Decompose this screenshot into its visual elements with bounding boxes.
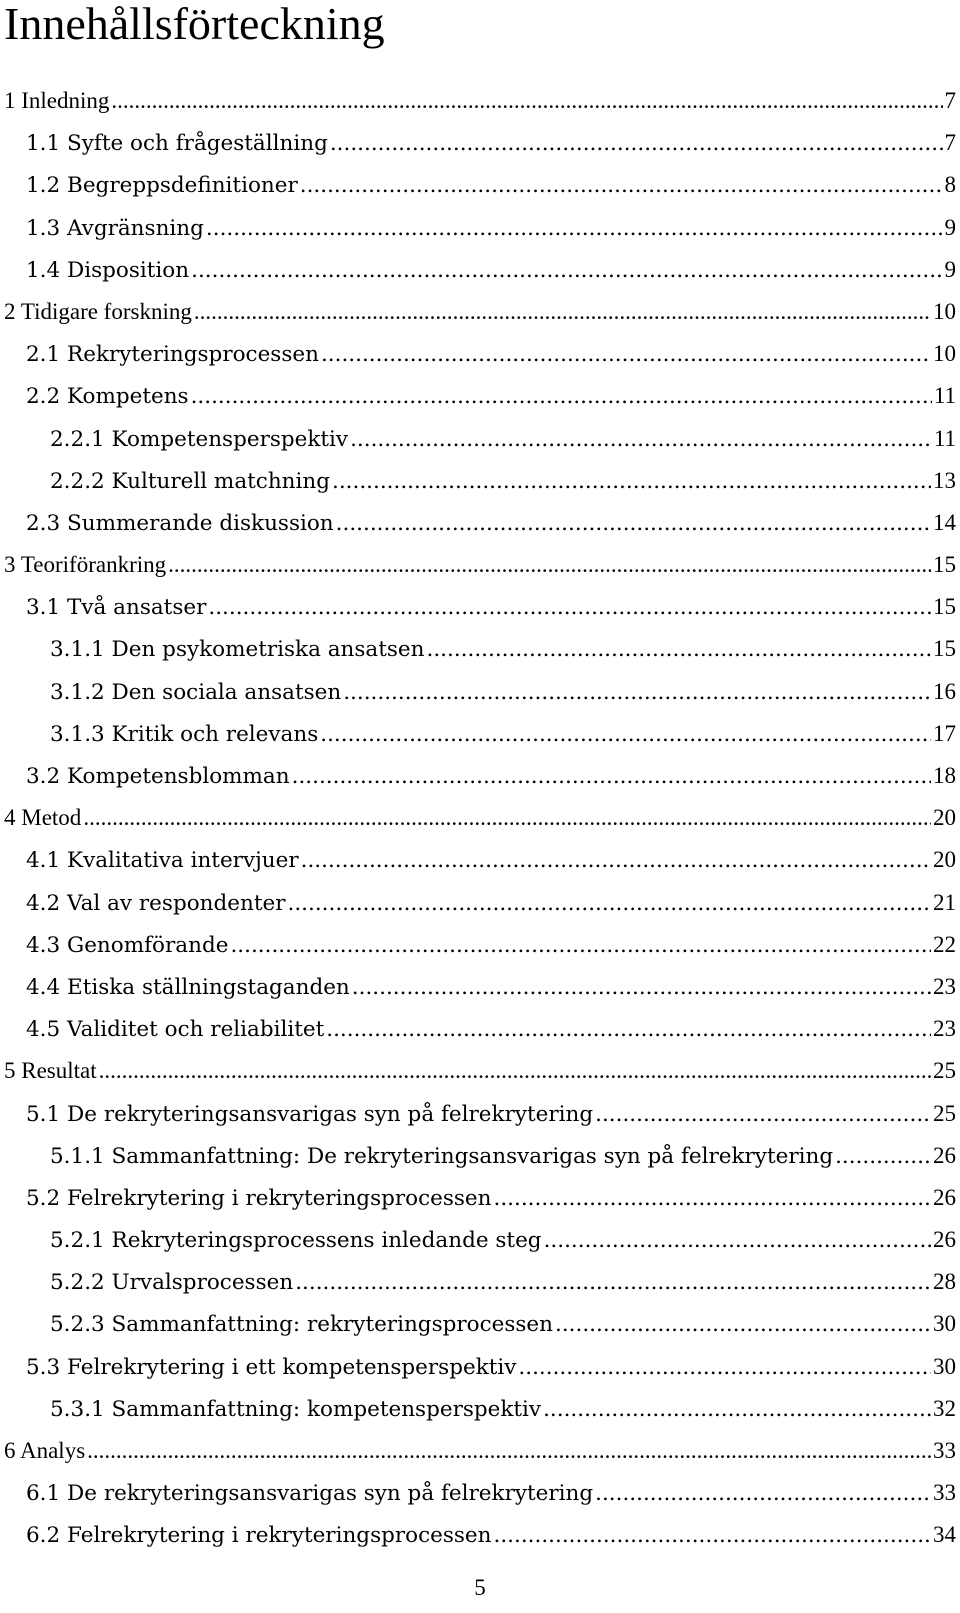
toc-entry-title: 6.2 Felrekrytering i rekryteringsprocessen — [26, 1523, 492, 1549]
toc-dot-leader — [543, 1389, 931, 1431]
toc-entry[interactable] — [0, 207, 960, 249]
toc-entry-title: 1 Inledning — [4, 88, 110, 113]
toc-entry-title: 6.1 De rekryteringsansvarigas syn på felrekrytering — [26, 1481, 594, 1507]
toc-dot-leader — [206, 208, 943, 250]
toc-entry[interactable] — [0, 839, 960, 881]
toc-entry-page-number: 9 — [944, 214, 956, 240]
table-of-contents — [0, 80, 960, 1557]
toc-dot-leader — [230, 925, 931, 967]
toc-entry-title: 5.3 Felrekrytering i ett kompetensperspektiv — [26, 1354, 517, 1380]
toc-entry-title: 4 Metod — [4, 805, 82, 831]
toc-entry-page-number: 18 — [933, 763, 956, 788]
toc-entry[interactable] — [0, 1388, 960, 1430]
page-title: Innehållsförteckning — [4, 0, 385, 49]
toc-entry-page-number: 7 — [944, 88, 956, 113]
toc-entry-title: 6 Analys — [4, 1438, 86, 1463]
toc-dot-leader — [321, 334, 931, 376]
toc-entry-page-number: 11 — [933, 425, 956, 451]
toc-entry-page-number: 26 — [933, 1184, 956, 1210]
toc-entry[interactable] — [0, 1514, 960, 1556]
toc-dot-leader — [292, 756, 931, 798]
toc-entry-title: 5.2.2 Urvalsprocessen — [50, 1270, 294, 1296]
toc-entry-title: 2 Tidigare forskning — [4, 298, 192, 324]
toc-entry-page-number: 11 — [933, 383, 956, 409]
toc-entry-title: 1.2 Begreppsdefinitioner — [26, 173, 298, 199]
toc-entry[interactable] — [0, 924, 960, 966]
toc-dot-leader — [191, 250, 942, 292]
toc-entry-page-number: 16 — [933, 678, 956, 704]
toc-entry-page-number: 23 — [933, 1016, 956, 1042]
toc-entry-title: 1.1 Syfte och frågeställning — [26, 131, 328, 157]
toc-entry[interactable] — [0, 1472, 960, 1514]
toc-entry[interactable] — [0, 671, 960, 713]
toc-entry-page-number: 8 — [944, 172, 956, 198]
page-number: 5 — [474, 1575, 486, 1600]
toc-entry[interactable] — [0, 375, 960, 417]
toc-entry[interactable] — [0, 1135, 960, 1177]
toc-entry-page-number: 33 — [933, 1480, 956, 1506]
toc-entry[interactable] — [0, 333, 960, 375]
toc-entry-title: 3.1.2 Den sociala ansatsen — [50, 679, 342, 705]
toc-entry-title: 2.3 Summerande diskussion — [26, 510, 334, 536]
toc-entry-page-number: 23 — [933, 973, 956, 999]
toc-dot-leader — [320, 714, 931, 756]
toc-dot-leader — [191, 376, 932, 418]
toc-entry[interactable] — [0, 1050, 960, 1092]
toc-dot-leader — [99, 1050, 931, 1092]
toc-entry-title: 5 Resultat — [4, 1058, 97, 1084]
toc-entry-page-number: 13 — [933, 467, 956, 493]
toc-dot-leader — [352, 967, 931, 1009]
toc-entry-page-number: 15 — [933, 552, 956, 578]
toc-entry[interactable] — [0, 755, 960, 797]
toc-dot-leader — [518, 1347, 931, 1389]
toc-entry[interactable] — [0, 1219, 960, 1261]
toc-dot-leader — [426, 629, 931, 671]
toc-entry-page-number: 20 — [933, 805, 956, 831]
toc-entry[interactable] — [0, 797, 960, 839]
toc-entry-page-number: 30 — [933, 1353, 956, 1379]
toc-entry-title: 4.5 Validitet och reliabilitet — [26, 1017, 325, 1043]
toc-entry-page-number: 20 — [933, 847, 956, 873]
toc-entry-title: 5.3.1 Sammanfattning: kompetensperspektiv — [50, 1396, 542, 1422]
toc-entry[interactable] — [0, 882, 960, 924]
toc-entry-page-number: 10 — [933, 298, 956, 324]
toc-entry-title: 1.4 Disposition — [26, 257, 190, 283]
toc-entry-title: 5.2.3 Sammanfattning: rekryteringsprocessen — [50, 1312, 553, 1338]
toc-entry[interactable] — [0, 291, 960, 333]
toc-dot-leader — [332, 461, 931, 503]
toc-entry-title: 5.1.1 Sammanfattning: De rekryteringsansvarigas syn på felrekrytering — [50, 1143, 834, 1169]
toc-dot-leader — [555, 1304, 931, 1346]
toc-entry-page-number: 28 — [933, 1269, 956, 1295]
toc-entry-title: 2.2 Kompetens — [26, 384, 189, 410]
toc-dot-leader — [168, 544, 931, 586]
toc-entry[interactable] — [0, 1008, 960, 1050]
toc-entry-title: 3.1.1 Den psykometriska ansatsen — [50, 637, 425, 663]
toc-entry[interactable] — [0, 249, 960, 291]
toc-entry-title: 5.1 De rekryteringsansvarigas syn på felrekrytering — [26, 1101, 594, 1127]
toc-entry[interactable] — [0, 80, 960, 122]
toc-entry[interactable] — [0, 164, 960, 206]
toc-entry[interactable] — [0, 1261, 960, 1303]
toc-dot-leader — [835, 1136, 931, 1178]
toc-entry[interactable] — [0, 544, 960, 586]
toc-dot-leader — [287, 883, 931, 925]
toc-entry-page-number: 14 — [933, 509, 956, 535]
toc-dot-leader — [301, 840, 931, 882]
toc-entry-page-number: 17 — [933, 720, 956, 746]
toc-entry[interactable] — [0, 502, 960, 544]
toc-dot-leader — [350, 419, 932, 461]
toc-entry-page-number: 26 — [933, 1142, 956, 1168]
toc-entry[interactable] — [0, 628, 960, 670]
toc-entry-title: 5.2 Felrekrytering i rekryteringsprocessen — [26, 1185, 492, 1211]
toc-entry[interactable] — [0, 1093, 960, 1135]
toc-entry-page-number: 25 — [933, 1058, 956, 1084]
toc-dot-leader — [494, 1178, 932, 1220]
toc-dot-leader — [300, 165, 943, 207]
toc-dot-leader — [595, 1473, 931, 1515]
toc-dot-leader — [494, 1515, 932, 1557]
toc-dot-leader — [343, 672, 931, 714]
toc-entry[interactable] — [0, 1346, 960, 1388]
toc-entry-page-number: 26 — [933, 1227, 956, 1253]
toc-dot-leader — [194, 291, 931, 333]
toc-entry-page-number: 30 — [933, 1311, 956, 1337]
toc-entry[interactable] — [0, 713, 960, 755]
toc-entry[interactable] — [0, 1303, 960, 1345]
toc-dot-leader — [326, 1009, 931, 1051]
toc-entry-title: 3 Teoriförankring — [4, 552, 167, 578]
toc-entry-page-number: 15 — [933, 636, 956, 662]
toc-dot-leader — [330, 123, 943, 165]
toc-entry-page-number: 21 — [933, 889, 956, 915]
toc-entry[interactable] — [0, 1430, 960, 1472]
toc-dot-leader — [544, 1220, 931, 1262]
toc-entry-title: 4.2 Val av respondenter — [26, 890, 286, 916]
toc-entry-page-number: 25 — [933, 1100, 956, 1126]
toc-entry[interactable] — [0, 460, 960, 502]
toc-entry-title: 4.4 Etiska ställningstaganden — [26, 974, 350, 1000]
toc-entry-page-number: 22 — [933, 931, 956, 957]
toc-entry-page-number: 10 — [933, 341, 956, 367]
toc-entry-page-number: 7 — [944, 130, 956, 156]
toc-dot-leader — [595, 1094, 931, 1136]
toc-dot-leader — [83, 797, 931, 839]
toc-entry-title: 4.3 Genomförande — [26, 932, 229, 958]
toc-entry[interactable] — [0, 586, 960, 628]
toc-entry-page-number: 9 — [944, 256, 956, 282]
toc-dot-leader — [208, 587, 931, 629]
toc-entry-title: 2.2.2 Kulturell matchning — [50, 468, 330, 494]
toc-entry-page-number: 32 — [933, 1395, 956, 1421]
toc-entry-page-number: 15 — [933, 594, 956, 620]
toc-entry-title: 5.2.1 Rekryteringsprocessens inledande steg — [50, 1228, 542, 1254]
toc-entry[interactable] — [0, 418, 960, 460]
toc-dot-leader — [295, 1262, 931, 1304]
toc-entry-title: 3.2 Kompetensblomman — [26, 764, 290, 789]
toc-entry-page-number: 34 — [933, 1522, 956, 1548]
toc-entry-title: 1.3 Avgränsning — [26, 215, 204, 241]
toc-dot-leader — [336, 503, 931, 545]
toc-entry-title: 2.2.1 Kompetensperspektiv — [50, 426, 349, 452]
toc-entry-title: 4.1 Kvalitativa intervjuer — [26, 848, 299, 874]
toc-entry-page-number: 33 — [933, 1438, 956, 1463]
toc-entry[interactable] — [0, 966, 960, 1008]
toc-dot-leader — [87, 1430, 931, 1472]
toc-entry[interactable] — [0, 122, 960, 164]
toc-entry-title: 2.1 Rekryteringsprocessen — [26, 342, 319, 368]
toc-dot-leader — [111, 80, 942, 122]
toc-entry-title: 3.1 Två ansatser — [26, 595, 207, 621]
toc-entry[interactable] — [0, 1177, 960, 1219]
toc-entry-title: 3.1.3 Kritik och relevans — [50, 721, 319, 747]
